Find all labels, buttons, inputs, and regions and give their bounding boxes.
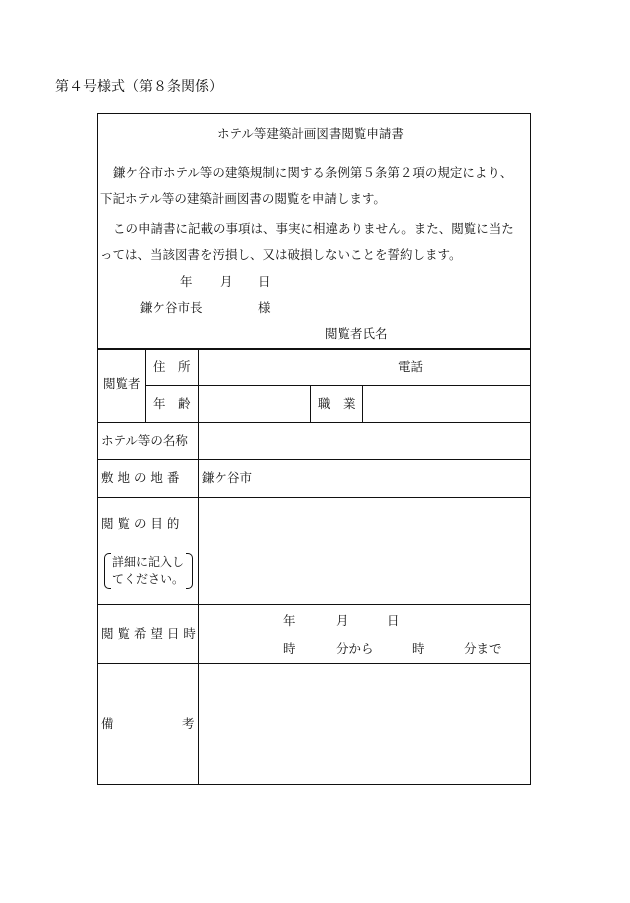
- address-field[interactable]: [200, 349, 530, 385]
- age-field[interactable]: [200, 386, 309, 422]
- purpose-note-bracket-left: [104, 553, 111, 589]
- desired-month-label: 月: [336, 613, 349, 628]
- desired-hour-from-label: 時: [283, 641, 296, 656]
- applicant-name-label: 閲覧者氏名: [325, 326, 388, 341]
- purpose-label: 閲 覧 の 目 的: [101, 516, 180, 531]
- hotel-name-label: ホテル等の名称: [101, 433, 188, 448]
- purpose-note-line-1: 詳細に記入し: [112, 555, 185, 569]
- remarks-label-end: 考: [182, 716, 195, 731]
- divider-label-column: [198, 348, 199, 785]
- age-label: 年 齢: [153, 396, 191, 411]
- desired-day-label: 日: [387, 613, 400, 628]
- date-month-label: 月: [220, 274, 233, 289]
- phone-label: 電話: [398, 359, 424, 374]
- paragraph-2-line-2: っては、当該図書を汚損し、又は破損しないことを誓約します。: [100, 247, 462, 262]
- divider-purpose: [97, 604, 531, 605]
- occupation-label: 職 業: [318, 396, 356, 411]
- purpose-field[interactable]: [200, 498, 530, 604]
- viewer-label: 閲覧者: [103, 376, 141, 391]
- divider-occupation-value: [362, 385, 363, 422]
- date-year-label: 年: [180, 274, 193, 289]
- site-label: 敷 地 の 地 番: [101, 470, 180, 485]
- mayor-label: 鎌ケ谷市長: [140, 300, 203, 315]
- desired-year-label: 年: [283, 613, 296, 628]
- remarks-label-start: 備: [101, 716, 114, 731]
- purpose-note-bracket-right: [186, 553, 193, 589]
- honorific-label: 様: [258, 300, 271, 315]
- desired-minute-to-label: 分まで: [464, 641, 502, 656]
- divider-desired-date: [97, 663, 531, 664]
- address-label: 住 所: [153, 359, 191, 374]
- paragraph-1-line-2: 下記ホテル等の建築計画図書の閲覧を申請します。: [100, 191, 386, 206]
- date-day-label: 日: [258, 274, 271, 289]
- divider-viewer-label: [145, 348, 146, 422]
- site-value[interactable]: 鎌ケ谷市: [202, 470, 253, 485]
- remarks-field[interactable]: [200, 665, 530, 784]
- desired-hour-to-label: 時: [412, 641, 425, 656]
- divider-age-occupation: [310, 385, 311, 422]
- desired-minute-from-label: 分から: [336, 641, 374, 656]
- form-title: ホテル等建築計画図書閲覧申請書: [217, 126, 404, 141]
- purpose-note-line-2: てください。: [112, 572, 185, 586]
- paragraph-2-line-1: この申請書に記載の事項は、事実に相違ありません。また、閲覧に当た: [113, 221, 514, 236]
- occupation-field[interactable]: [364, 386, 530, 422]
- paragraph-1-line-1: 鎌ケ谷市ホテル等の建築規制に関する条例第５条第２項の規定により、: [113, 165, 513, 180]
- desired-date-label: 閲 覧 希 望 日 時: [101, 626, 196, 641]
- divider-hotel-name: [97, 459, 531, 460]
- form-number: 第４号様式（第８条関係）: [55, 79, 223, 95]
- hotel-name-field[interactable]: [200, 423, 530, 459]
